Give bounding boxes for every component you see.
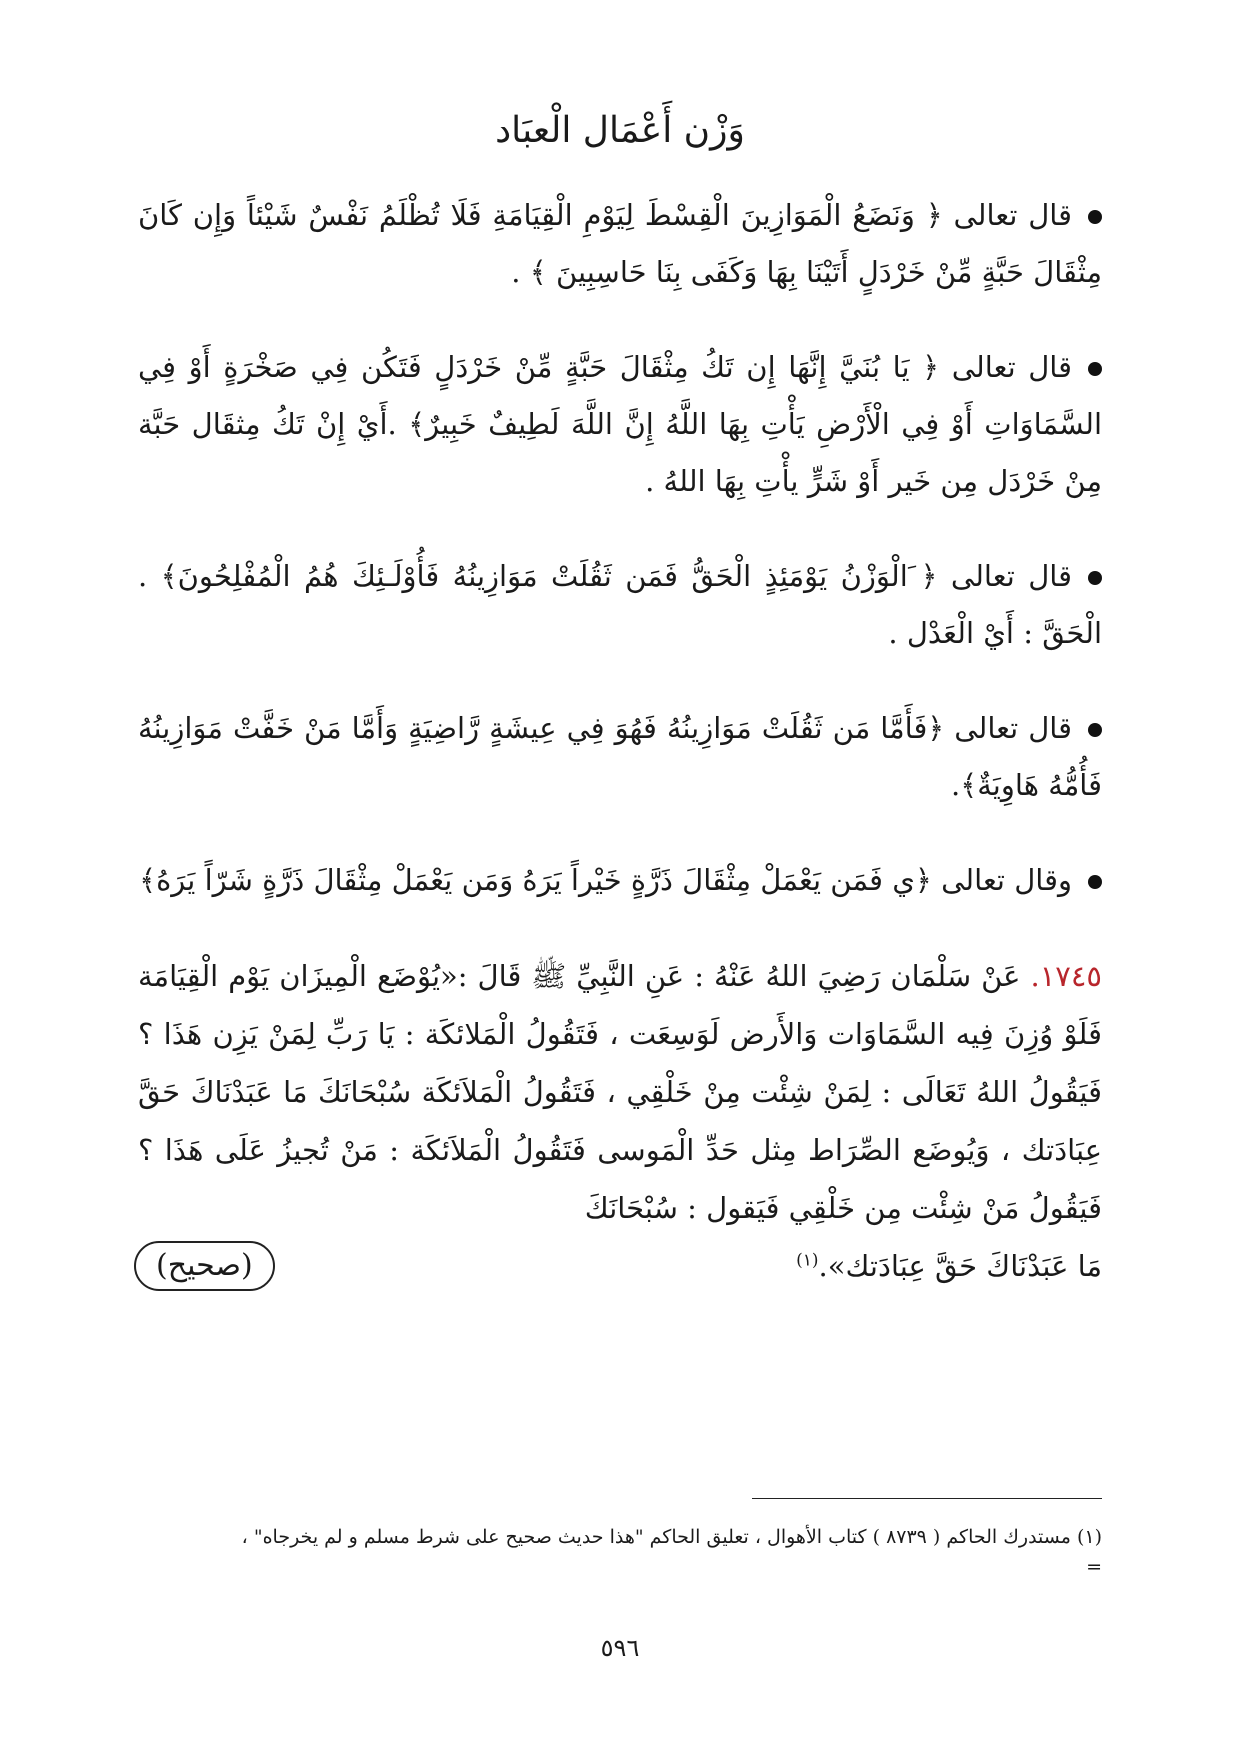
page-title: وَزْن أَعْمَال الْعبَاد [495,110,745,151]
page-content [138,110,1102,1295]
hadith-number: ١٧٤٥. [1030,959,1103,993]
hadith-text: عَنْ سَلْمَان رَضِيَ اللهُ عَنْهُ : عَنِ النَّبِيِّ ﷺ قَالَ :«يُوْضَع الْمِيزَان يَوْم الْقِيَامَة فَلَوْ وُزِنَ فِيه السَّمَاوَات وَالأَرض لَوَسِعَت ، فَتَقُولُ الْمَلائكَة : يَا رَبِّ لِمَنْ يَزِن هَذَا ؟ فَيَقُولُ اللهُ تَعَالَى : لِمَنْ شِئْت مِنْ خَلْقِي ، فَتَقُولُ الْمَلاَئكَة سُبْحَانَكَ مَا عَبَدْنَاكَ حَقَّ عِبَادَتك ، وَيُوضَع الصِّرَاط مِثل حَدِّ الْمَوسى فَتَقُولُ الْمَلاَئكَة : مَنْ تُجيزُ عَلَى هَذَا ؟ فَيَقُولُ مَنْ شِئْت مِن خَلْقِي فَيَقول : سُبْحَانَكَ [138,959,1102,1225]
verse-item [138,339,1102,510]
footnote-reference[interactable]: (١) [796,1250,819,1271]
hadith-block [138,947,1102,1295]
bullet-icon [1088,571,1102,585]
bullet-icon [1088,875,1102,889]
page-number: ٥٩٦ [600,1634,640,1662]
footnote-text: (١) مستدرك الحاكم ( ٨٧٣٩ ) كتاب الأهوال ، تعليق الحاكم "هذا حديث صحيح على شرط مسلم و لم يخرجاه" ، [241,1526,1102,1548]
verse-item [138,700,1102,814]
verse-text: قال تعالى ﴿ َالْوَزْنُ يَوْمَئِذٍ الْحَقُّ فَمَن ثَقُلَتْ مَوَازِينُهُ فَأُوْلَـئِكَ هُمُ الْمُفْلِحُونَ﴾ . الْحَقَّ : أَيْ الْعَدْل . [138,559,1102,650]
verse-text: قال تعالى ﴿ وَنَضَعُ الْمَوَازِينَ الْقِسْطَ لِيَوْمِ الْقِيَامَةِ فَلَا تُظْلَمُ نَفْسٌ شَيْئاً وَإِن كَانَ مِثْقَالَ حَبَّةٍ مِّنْ خَرْدَلٍ أَتَيْنَا بِهَا وَكَفَى بِنَا حَاسِبِينَ ﴾ . [138,198,1102,289]
verse-item [138,852,1102,909]
footnote-divider [752,1498,1102,1499]
bullet-icon [1088,723,1102,737]
bullet-icon [1088,210,1102,224]
verse-text: وقال تعالى ﴿ي فَمَن يَعْمَلْ مِثْقَالَ ذَرَّةٍ خَيْراً يَرَهُ وَمَن يَعْمَلْ مِثْقَالَ ذَرَّةٍ شَرّاً يَرَهُ﴾ [139,863,1072,897]
verse-item [138,548,1102,662]
verse-text: قال تعالى ﴿ يَا بُنَيَّ إِنَّهَا إِن تَكُ مِثْقَالَ حَبَّةٍ مِّنْ خَرْدَلٍ فَتَكُن فِي صَخْرَةٍ أَوْ فِي السَّمَاوَاتِ أَوْ فِي الْأَرْضِ يَأْتِ بِهَا اللَّهُ إِنَّ اللَّهَ لَطِيفٌ خَبِيرٌ﴾ .أَيْ إِنْ تَكُ مِثقَال حَبَّة مِنْ خَرْدَل مِن خَير أَوْ شَرٍّ يأْتِ بِهَا اللهُ . [138,350,1102,498]
verse-text: قال تعالى ﴿فَأَمَّا مَن ثَقُلَتْ مَوَازِينُهُ فَهُوَ فِي عِيشَةٍ رَّاضِيَةٍ وَأَمَّا مَنْ خَفَّتْ مَوَازِينُهُ فَأُمُّهُ هَاوِيَةٌ﴾. [138,711,1102,802]
hadith-last-line-text: مَا عَبَدْنَاكَ حَقَّ عِبَادَتك». [818,1249,1102,1283]
verse-item [138,187,1102,301]
footnote [138,1522,1102,1582]
bullet-icon [1088,362,1102,376]
hadith-last-line [138,1237,1102,1295]
hadith-ending [796,1237,1102,1295]
grade-badge: (صحيح) [134,1241,275,1291]
footnote-continuation: = [1086,1556,1102,1578]
